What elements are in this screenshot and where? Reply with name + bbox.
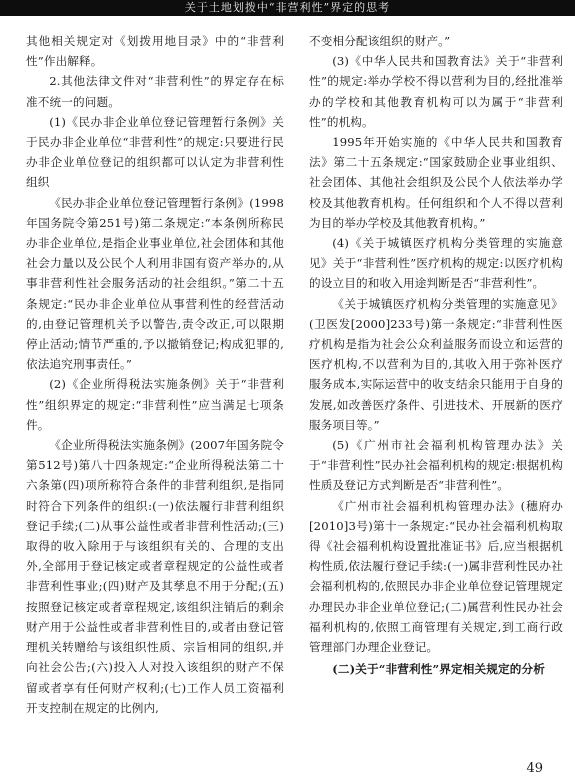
section-subheading: (二)关于“非营利性”界定相关规定的分析	[332, 662, 545, 677]
right-column	[309, 31, 563, 757]
paragraph: 不变相分配该组织的财产。”	[309, 34, 451, 48]
paragraph: 2.其他法律文件对“非营利性”的界定存在标准不统一的问题。	[26, 74, 284, 109]
paragraph: 1995年开始实施的《中华人民共和国教育法》第二十五条规定:“国家鼓励企业事业组织、社会团体、其他社会组织及公民个人依法举办学校及其他教育机构。任何组织和个人不得以营利为目的举办学校及其他教育机构。”	[309, 135, 563, 230]
running-header: 关于土地划拨中“非营利性”界定的思考	[0, 0, 575, 16]
paragraph: 《关于城镇医疗机构分类管理的实施意见》(卫医发[2000]233号)第一条规定:“非营利性医疗机构是指为社会公众利益服务而设立和运营的医疗机构,不以营利为目的,其收入用于弥补医疗服务成本,实际运营中的收支结余只能用于自身的发展,如改善医疗条件、引进技术、开展新的医疗服务项目等。”	[309, 296, 563, 432]
paragraph: (3)《中华人民共和国教育法》关于“非营利性”的规定:举办学校不得以营利为目的,经批准举办的学校和其他教育机构可以为属于“非营利性”的机构。	[309, 54, 563, 129]
paragraph: (2)《企业所得税法实施条例》关于“非营利性”组织界定的规定:“非营利性”应当满足七项条件。	[26, 377, 284, 432]
paragraph: 《民办非企业单位登记管理暂行条例》(1998年国务院令第251号)第二条规定:“本条例所称民办非企业单位,是指企业事业单位,社会团体和其他社会力量以及公民个人利用非国有资产举办的,从事非营利性社会服务活动的社会组织。”第二十五条规定:“民办非企业单位从事营利性的经营活动的,由登记管理机关予以警告,责令改正,可以限期停止活动;情节严重的,予以撤销登记;构成犯罪的,依法追究刑事责任。”	[26, 195, 284, 372]
paragraph: 其他相关规定对《划拨用地目录》中的“非营利性”作出解释。	[26, 34, 284, 69]
paragraph: (5)《广州市社会福利机构管理办法》关于“非营利性”民办社会福利机构的规定:根据机构性质及登记方式判断是否“非营利性”。	[309, 438, 563, 493]
paragraph: (1)《民办非企业单位登记管理暂行条例》关于民办非企业单位“非营利性”的规定:只要进行民办非企业单位登记的组织都可以认定为非营利性组织	[26, 114, 284, 190]
left-column	[26, 31, 284, 757]
paragraph: 《广州市社会福利机构管理办法》(穗府办[2010]3号)第十一条规定:“民办社会福利机构取得《社会福利机构设置批准证书》后,应当根据机构性质,依法履行登记手续:(一)属非营利性民办社会福利机构的,依照民办非企业单位登记管理规定办理民办非企业单位登记;(二)属营利性民办社会福利机构的,依照工商管理有关规定,到工商行政管理部门办理企业登记。	[309, 498, 563, 655]
page-number: 49	[526, 761, 543, 776]
paragraph: (4)《关于城镇医疗机构分类管理的实施意见》关于“非营利性”医疗机构的规定:以医疗机构的设立目的和收入用途判断是否“非营利性”。	[309, 236, 563, 291]
paragraph: 《企业所得税法实施条例》(2007年国务院令第512号)第八十四条规定:“企业所得税法第二十六条第(四)项所称符合条件的非营利组织,是指同时符合下列条件的组织:(一)依法履行非营利组织登记手续;(二)从事公益性或者非营利性活动;(三)取得的收入除用于与该组织有关的、合理的支出外,全部用于登记核定或者章程规定的公益性或者非营利性事业;(四)财产及其孳息不用于分配;(五)按照登记核定或者章程规定,该组织注销后的剩余财产用于公益性或者非营利性目的,或者由登记管理机关转赠给与该组织性质、宗旨相同的组织,并向社会公告;(六)投入人对投入该组织的财产不保留或者享有任何财产权利;(七)工作人员工资福利开支控制在规定的比例内,	[26, 438, 284, 715]
